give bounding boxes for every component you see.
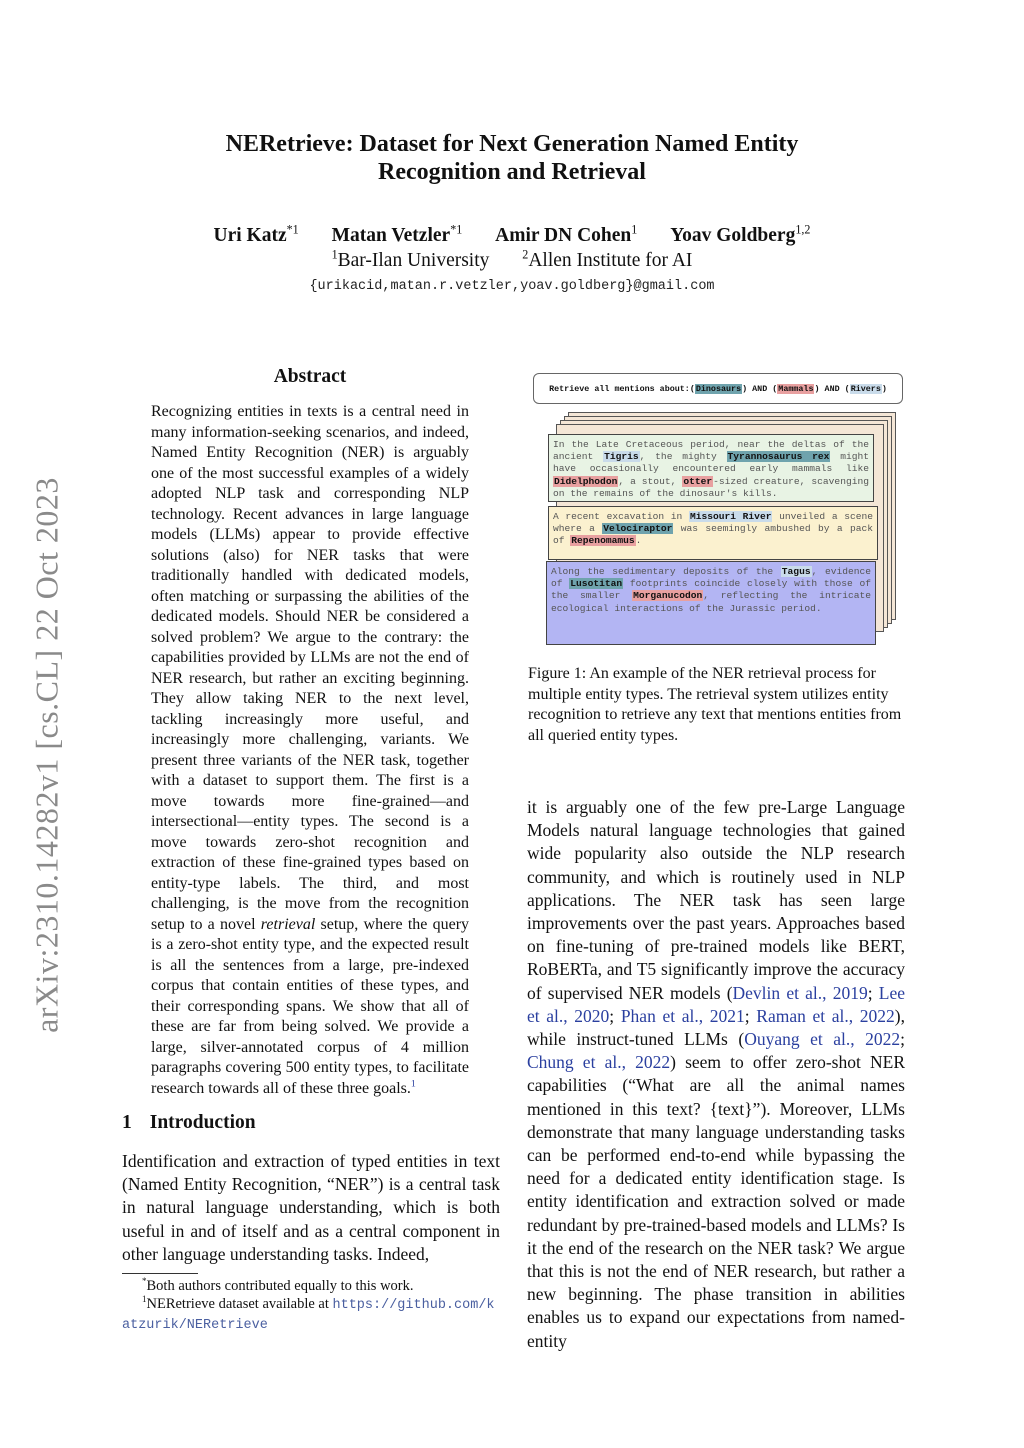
entity-river: Tigris [604,451,639,463]
entity-type-dinosaurs: Dinosaurs [695,383,742,394]
title-line-1: NERetrieve: Dataset for Next Generation Named Entity [225,131,799,157]
author: Amir DN Cohen$^1$ [495,222,638,246]
footnote-equal-contribution: *Both authors contributed equally to this work. [142,1276,414,1294]
citation-link[interactable]: Chung et al., 2022 [527,1052,671,1073]
section-title: Introduction [149,1112,256,1133]
entity-mammal: otter [683,475,713,487]
entity-type-rivers: Rivers [850,383,881,394]
author-emails: {urikacid,matan.r.vetzler,yoav.goldberg}@gmail.com [309,279,715,294]
entity-dinosaur: Tyrannosaurus rex [727,451,830,463]
figure-1 [530,370,906,652]
retrieved-passage-3: Along the sedimentary deposits of the Tagus, evidence of Lusotitan footprints coincide closely with those of the smaller Morganucodon, reflecting the intricate ecological interactions of the Jurassic period. [546,561,876,645]
citation-link[interactable]: Phan et al., 2021 [620,1005,745,1026]
footnote-ref[interactable]: 1 [410,1078,416,1090]
retrieved-passage-2: A recent excavation in Missouri River unveiled a scene where a Velociraptor was seemingly ambushed by a pack of Repenomamus. [548,506,878,560]
abstract-body: Recognizing entities in texts is a central need in many information-seeking scenarios, and indeed, Named Entity Recognition (NER) is arguably one of the most successful examples of a widely adopted NLP task and corresponding NLP technology. Recent advances in large language models (LLMs) appear to provide effective solutions (also) for NER tasks that were traditionally handled with dedicated models, often matching or surpassing the abilities of the dedicated models. Should NER be considered a solved problem? We argue to the contrary: the capabilities provided by LLMs are not the end of NER research, but rather an exciting beginning. They allow taking NER to the next level, tackling increasingly more useful, and increasingly more challenging, variants. We present three variants of the NER task, together with a dataset to support them. The first is a move towards more fine-grained—and intersectional—entity types. The second is a move towards zero-shot recognition and extraction of these fine-grained types based on entity-type labels. The third, and most challenging, is the move from the recognition setup to a novel retrieval setup, where the query is a zero-shot entity type, and the expected result is all the sentences from a large, pre-indexed corpus that contain entities of these types, and their corresponding spans. We show that all of these are far from being solved. We provide a large, silver-annotated corpus of 4 million paragraphs covering 500 entity types, to facilitate research towards all of these three goals.$^1$ [151,403,470,1097]
entity-type-mammals: Mammals [778,383,814,394]
query-box: Retrieve all mentions about:( Dinosaurs ) AND ( Mammals ) AND ( Rivers ) [533,373,903,404]
title-line-2: Recognition and Retrieval [378,159,646,185]
dataset-link[interactable]: https://github.com/katzurik/NERetrieve [122,1298,495,1333]
paper-title [150,130,874,186]
retrieved-passage-1: In the Late Cretaceous period, near the deltas of the ancient Tigris, the mighty Tyrannosaurus rex might have occasionally encountered early mammals like Didelphodon, a stout, otter-sized creature, scavenging on the remains of the dinosaur's kills. [548,434,874,502]
author: Yoav Goldberg$^{1,2}$ [670,222,811,246]
entity-river: Tagus [781,566,811,577]
entity-river: Missouri River [689,511,772,522]
entity-mammal: Morganucodon [633,590,703,602]
affiliation: $^2$Allen Institute for AI [522,247,693,271]
arxiv-sidebar [12,455,82,1055]
author: Matan Vetzler$^{*1}$ [331,222,463,246]
figure-1-caption: Figure 1: An example of the NER retrieval process for multiple entity types. The retrieval system utilizes entity recognition to retrieve any text that mentions entities from all queried entity types. [528,665,902,744]
citation-link[interactable]: Devlin et al., 2019 [732,982,868,1003]
footnotes [122,1277,502,1335]
right-column-body: it is arguably one of the few pre-Large Language Models natural language technologies that gained wide popularity also outside the NLP research community, and which is routinely used in NLP applications. The NER task has seen large improvements over the past years. Approaches based on fine-tuning of pre-trained models like BERT, RoBERTa, and T5 significantly improve the accuracy of supervised NER models (Devlin et al., 2019; Lee et al., 2020; Phan et al., 2021; Raman et al., 2022), while instruct-tuned LLMs (Ouyang et al., 2022; Chung et al., 2022) seem to offer zero-shot NER capabilities (“What are all the animal names mentioned in this text? {text}”). Moreover, LLMs demonstrate that many language understanding tasks can be performed end-to-end while bypassing the need for a dedicated entity identification stage. Is entity identification and extraction solved or made redundant by pre-trained-based models and LLMs? Is it the end of the research on the NER task? We argue that this is not the end of NER research, but rather a new beginning. The phase transition in abilities enables us to expand our expectations from named-entity [527,797,905,1351]
section-heading-introduction [122,1112,256,1134]
arxiv-id: arXiv:2310.14282v1 [cs.CL] 22 Oct 2023 [28,477,65,1033]
affiliation: $^1$Bar-Ilan University [331,247,490,271]
section-number: 1 [122,1112,132,1133]
citation-link[interactable]: Raman et al., 2022 [756,1005,895,1026]
citation-link[interactable]: Lee et al., 2020 [527,982,905,1026]
entity-mammal: Repenomamus [571,535,635,547]
footnote-divider [122,1273,198,1274]
abstract-heading: Abstract [273,366,347,387]
emphasis-retrieval: retrieval [260,915,316,933]
citation-link[interactable]: Ouyang et al., 2022 [744,1029,901,1050]
author: Uri Katz$^{*1}$ [213,222,299,246]
affiliations [120,247,904,272]
entity-mammal: Didelphodon [554,475,618,487]
entity-dinosaur: Velociraptor [603,523,673,535]
entity-dinosaur: Lusotitan [570,578,623,590]
introduction-body: Identification and extraction of typed entities in text (Named Entity Recognition, “NER”) is a central task in natural language understanding, which is both useful in and of itself and as a central component in other language understanding tasks. Indeed, [122,1151,500,1264]
footnote-dataset: $^1$NERetrieve dataset available at https://github.com/katzurik/NERetrieve [122,1294,495,1333]
author-list [120,222,904,247]
